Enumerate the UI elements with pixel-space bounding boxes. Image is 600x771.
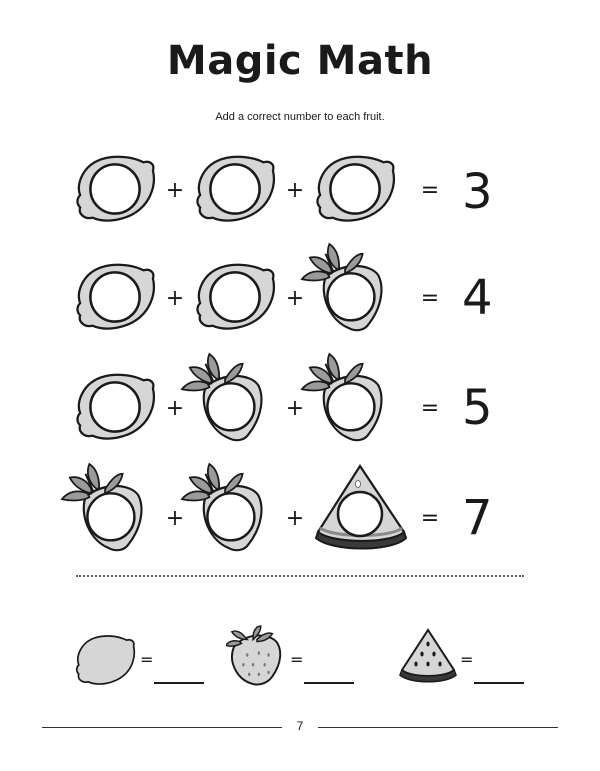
- plus-sign: +: [285, 286, 305, 311]
- equals-sign: =: [420, 396, 440, 421]
- plus-sign: +: [165, 396, 185, 421]
- strawberry-icon[interactable]: [180, 350, 274, 448]
- strawberry-answer-blank[interactable]: [304, 682, 354, 684]
- plus-sign: +: [285, 506, 305, 531]
- equation-result: 4: [462, 270, 493, 326]
- lemon-icon[interactable]: [194, 262, 276, 334]
- lemon-icon[interactable]: [194, 154, 276, 226]
- lemon-icon[interactable]: [74, 154, 156, 226]
- plus-sign: +: [165, 286, 185, 311]
- page-title: Magic Math: [166, 38, 434, 84]
- equation-result: 7: [462, 490, 493, 546]
- watermelon-icon[interactable]: [312, 462, 408, 552]
- lemon-answer-blank[interactable]: [154, 682, 204, 684]
- footer-rule-left: [42, 727, 282, 728]
- plus-sign: +: [165, 178, 185, 203]
- equals-sign: =: [140, 650, 154, 669]
- equation-row-2: [0, 240, 600, 340]
- equation-result: 3: [462, 164, 493, 220]
- equals-sign: =: [420, 506, 440, 531]
- equals-sign: =: [420, 178, 440, 203]
- lemon-icon[interactable]: [74, 372, 156, 444]
- instruction-text: Add a correct number to each fruit.: [215, 111, 385, 123]
- lemon-icon: [74, 634, 136, 688]
- equals-sign: =: [460, 650, 474, 669]
- watermelon-answer-blank[interactable]: [474, 682, 524, 684]
- section-divider: [76, 575, 524, 577]
- page-number: 7: [296, 719, 304, 733]
- strawberry-icon[interactable]: [300, 240, 394, 338]
- footer-rule-right: [318, 727, 558, 728]
- plus-sign: +: [285, 178, 305, 203]
- strawberry-icon[interactable]: [180, 460, 274, 558]
- equation-result: 5: [462, 380, 493, 436]
- plus-sign: +: [285, 396, 305, 421]
- strawberry-icon[interactable]: [60, 460, 154, 558]
- lemon-icon[interactable]: [74, 262, 156, 334]
- strawberry-icon: [226, 624, 284, 688]
- watermelon-icon: [398, 628, 458, 684]
- equals-sign: =: [290, 650, 304, 669]
- equation-row-4: [0, 460, 600, 560]
- equation-row-3: [0, 350, 600, 450]
- strawberry-icon[interactable]: [300, 350, 394, 448]
- equals-sign: =: [420, 286, 440, 311]
- plus-sign: +: [165, 506, 185, 531]
- equation-row-1: [0, 148, 600, 248]
- lemon-icon[interactable]: [314, 154, 396, 226]
